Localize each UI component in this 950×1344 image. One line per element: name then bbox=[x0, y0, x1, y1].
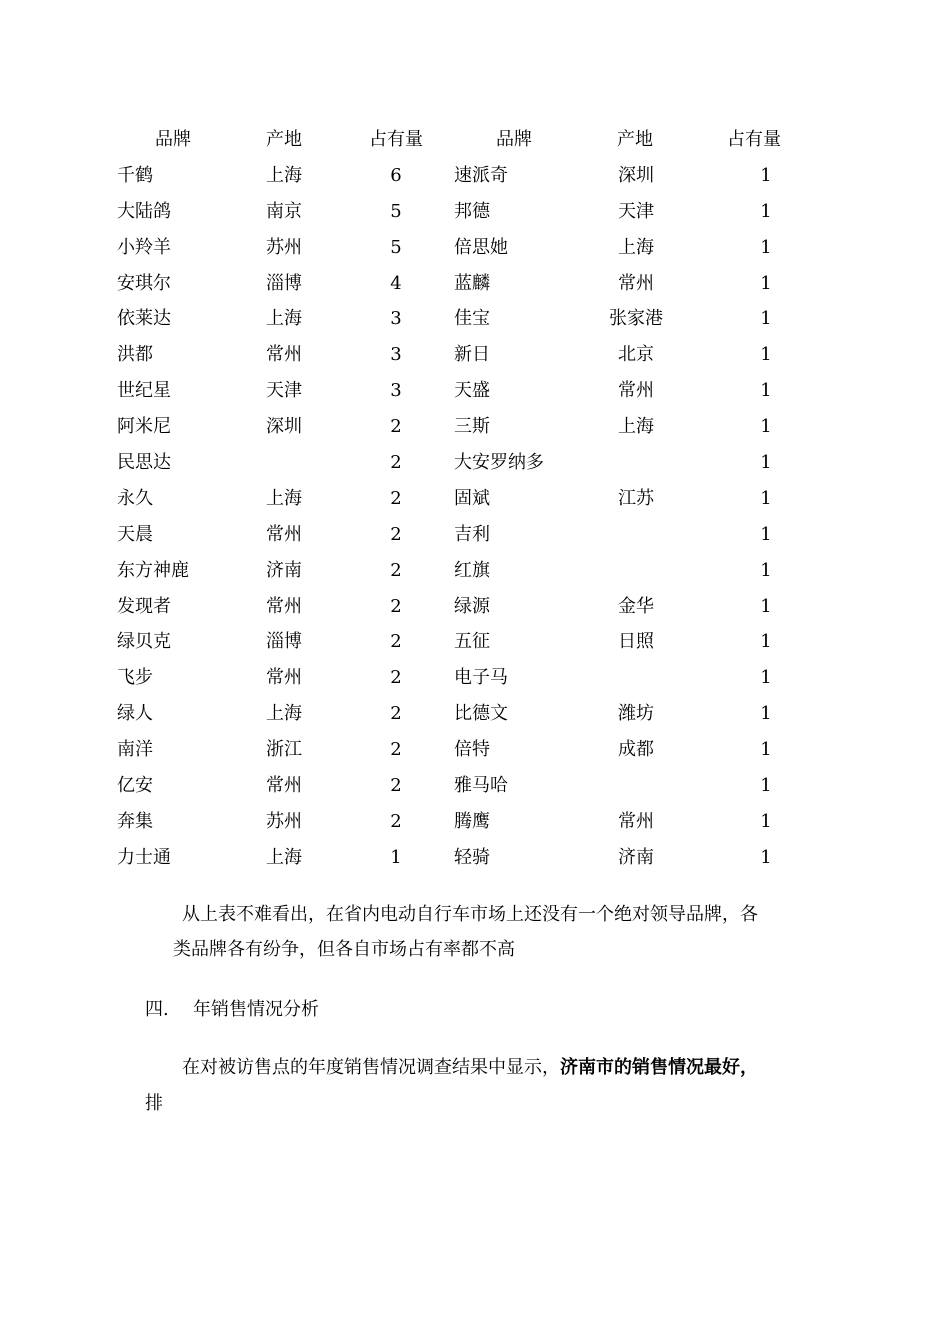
cell-share: 2 bbox=[390, 559, 402, 581]
header-share: 占有量 bbox=[727, 129, 781, 150]
cell-share: 4 bbox=[390, 272, 402, 294]
cell-origin: 张家港 bbox=[609, 308, 663, 330]
cell-brand: 南洋 bbox=[117, 739, 153, 761]
cell-origin: 济南 bbox=[618, 846, 654, 868]
cell-share: 3 bbox=[390, 344, 402, 366]
table-body bbox=[0, 158, 950, 876]
cell-share: 1 bbox=[760, 344, 772, 366]
cell-share: 1 bbox=[760, 810, 772, 832]
cell-origin: 济南 bbox=[266, 559, 302, 581]
cell-origin: 上海 bbox=[266, 703, 302, 725]
cell-brand: 力士通 bbox=[117, 846, 171, 868]
cell-origin: 深圳 bbox=[266, 416, 302, 438]
brand-share-table bbox=[0, 122, 950, 876]
table-row bbox=[0, 840, 950, 876]
cell-share: 1 bbox=[760, 846, 772, 868]
cell-share: 2 bbox=[390, 416, 402, 438]
table-row bbox=[0, 301, 950, 337]
cell-origin: 上海 bbox=[266, 164, 302, 186]
cell-share: 2 bbox=[390, 487, 402, 509]
paragraph-1-line-2: 类品牌各有纷争，但各自市场占有率都不高 bbox=[173, 939, 515, 960]
cell-origin: 天津 bbox=[266, 380, 302, 402]
cell-origin: 上海 bbox=[266, 308, 302, 330]
cell-brand: 电子马 bbox=[454, 667, 508, 689]
cell-share: 1 bbox=[760, 380, 772, 402]
header-brand: 品牌 bbox=[155, 129, 191, 150]
cell-share: 2 bbox=[390, 703, 402, 725]
cell-share: 1 bbox=[760, 200, 772, 222]
cell-brand: 天晨 bbox=[117, 523, 153, 545]
cell-share: 1 bbox=[760, 775, 772, 797]
cell-origin: 淄博 bbox=[266, 272, 302, 294]
table-row bbox=[0, 445, 950, 481]
cell-share: 5 bbox=[390, 236, 402, 258]
cell-share: 1 bbox=[760, 272, 772, 294]
paragraph-2-line-2: 排 bbox=[145, 1093, 163, 1114]
cell-origin: 常州 bbox=[618, 810, 654, 832]
cell-origin: 常州 bbox=[618, 380, 654, 402]
table-row bbox=[0, 337, 950, 373]
cell-brand: 邦德 bbox=[454, 200, 490, 222]
table-row bbox=[0, 373, 950, 409]
cell-share: 2 bbox=[390, 523, 402, 545]
paragraph-2-bold-text: 济南市的销售情况最好， bbox=[560, 1057, 758, 1078]
cell-share: 1 bbox=[760, 559, 772, 581]
cell-share: 1 bbox=[760, 595, 772, 617]
cell-brand: 大陆鸽 bbox=[117, 200, 171, 222]
cell-share: 2 bbox=[390, 775, 402, 797]
cell-origin: 江苏 bbox=[618, 487, 654, 509]
cell-brand: 腾鹰 bbox=[454, 810, 490, 832]
cell-share: 1 bbox=[760, 739, 772, 761]
table-row bbox=[0, 517, 950, 553]
section-title: 年销售情况分析 bbox=[193, 999, 319, 1020]
cell-share: 2 bbox=[390, 810, 402, 832]
cell-share: 1 bbox=[760, 631, 772, 653]
cell-origin: 成都 bbox=[618, 739, 654, 761]
cell-origin: 上海 bbox=[618, 416, 654, 438]
cell-brand: 千鹤 bbox=[117, 164, 153, 186]
cell-brand: 速派奇 bbox=[454, 164, 508, 186]
cell-origin: 苏州 bbox=[266, 810, 302, 832]
table-row bbox=[0, 732, 950, 768]
table-row bbox=[0, 409, 950, 445]
cell-share: 1 bbox=[760, 308, 772, 330]
table-row bbox=[0, 589, 950, 625]
cell-brand: 民思达 bbox=[117, 452, 171, 474]
cell-origin: 潍坊 bbox=[618, 703, 654, 725]
table-row bbox=[0, 624, 950, 660]
cell-share: 1 bbox=[760, 164, 772, 186]
header-origin: 产地 bbox=[266, 129, 302, 150]
cell-brand: 吉利 bbox=[454, 523, 490, 545]
cell-brand: 天盛 bbox=[454, 380, 490, 402]
cell-origin: 上海 bbox=[618, 236, 654, 258]
paragraph-2-line-1 bbox=[182, 1048, 758, 1088]
section-number: 四. bbox=[145, 999, 169, 1020]
header-share: 占有量 bbox=[369, 129, 423, 150]
cell-share: 1 bbox=[760, 416, 772, 438]
cell-share: 3 bbox=[390, 380, 402, 402]
cell-share: 2 bbox=[390, 739, 402, 761]
table-row bbox=[0, 158, 950, 194]
cell-brand: 依莱达 bbox=[117, 308, 171, 330]
section-heading bbox=[145, 990, 319, 1030]
cell-brand: 飞步 bbox=[117, 667, 153, 689]
cell-origin: 金华 bbox=[618, 595, 654, 617]
table-header-row bbox=[0, 122, 950, 158]
table-row bbox=[0, 194, 950, 230]
cell-origin: 常州 bbox=[266, 595, 302, 617]
cell-brand: 阿米尼 bbox=[117, 416, 171, 438]
cell-brand: 发现者 bbox=[117, 595, 171, 617]
cell-share: 2 bbox=[390, 452, 402, 474]
paragraph-2-text: 在对被访售点的年度销售情况调查结果中显示， bbox=[182, 1057, 560, 1078]
cell-brand: 倍特 bbox=[454, 739, 490, 761]
cell-origin: 北京 bbox=[618, 344, 654, 366]
header-origin: 产地 bbox=[617, 129, 653, 150]
cell-share: 1 bbox=[760, 667, 772, 689]
cell-share: 1 bbox=[760, 487, 772, 509]
cell-origin: 上海 bbox=[266, 487, 302, 509]
cell-brand: 世纪星 bbox=[117, 380, 171, 402]
cell-share: 2 bbox=[390, 595, 402, 617]
table-row bbox=[0, 266, 950, 302]
cell-origin: 苏州 bbox=[266, 236, 302, 258]
cell-origin: 常州 bbox=[266, 523, 302, 545]
cell-brand: 东方神鹿 bbox=[117, 559, 189, 581]
cell-share: 1 bbox=[760, 703, 772, 725]
cell-brand: 倍思她 bbox=[454, 236, 508, 258]
cell-brand: 三斯 bbox=[454, 416, 490, 438]
table-row bbox=[0, 481, 950, 517]
table-row bbox=[0, 230, 950, 266]
cell-brand: 雅马哈 bbox=[454, 775, 508, 797]
header-brand: 品牌 bbox=[496, 129, 532, 150]
cell-origin: 深圳 bbox=[618, 164, 654, 186]
cell-brand: 小羚羊 bbox=[117, 236, 171, 258]
table-row bbox=[0, 804, 950, 840]
cell-brand: 蓝麟 bbox=[454, 272, 490, 294]
cell-brand: 绿人 bbox=[117, 703, 153, 725]
cell-share: 1 bbox=[390, 846, 402, 868]
cell-share: 3 bbox=[390, 308, 402, 330]
cell-share: 5 bbox=[390, 200, 402, 222]
table-row bbox=[0, 696, 950, 732]
cell-brand: 比德文 bbox=[454, 703, 508, 725]
cell-brand: 新日 bbox=[454, 344, 490, 366]
cell-origin: 常州 bbox=[618, 272, 654, 294]
cell-brand: 大安罗纳多 bbox=[454, 452, 544, 474]
cell-brand: 五征 bbox=[454, 631, 490, 653]
cell-origin: 淄博 bbox=[266, 631, 302, 653]
cell-share: 6 bbox=[390, 164, 402, 186]
cell-brand: 洪都 bbox=[117, 344, 153, 366]
cell-origin: 天津 bbox=[618, 200, 654, 222]
cell-origin: 南京 bbox=[266, 200, 302, 222]
table-row bbox=[0, 553, 950, 589]
cell-brand: 轻骑 bbox=[454, 846, 490, 868]
cell-share: 1 bbox=[760, 236, 772, 258]
cell-brand: 永久 bbox=[117, 487, 153, 509]
cell-brand: 固斌 bbox=[454, 487, 490, 509]
cell-share: 2 bbox=[390, 631, 402, 653]
cell-share: 1 bbox=[760, 523, 772, 545]
cell-share: 1 bbox=[760, 452, 772, 474]
cell-origin: 浙江 bbox=[266, 739, 302, 761]
cell-brand: 安琪尔 bbox=[117, 272, 171, 294]
cell-brand: 佳宝 bbox=[454, 308, 490, 330]
paragraph-1-line-1: 从上表不难看出，在省内电动自行车市场上还没有一个绝对领导品牌，各 bbox=[182, 904, 758, 925]
cell-origin: 上海 bbox=[266, 846, 302, 868]
cell-brand: 绿源 bbox=[454, 595, 490, 617]
cell-brand: 绿贝克 bbox=[117, 631, 171, 653]
table-row bbox=[0, 660, 950, 696]
table-row bbox=[0, 768, 950, 804]
cell-brand: 红旗 bbox=[454, 559, 490, 581]
cell-origin: 常州 bbox=[266, 667, 302, 689]
cell-brand: 亿安 bbox=[117, 775, 153, 797]
cell-origin: 日照 bbox=[618, 631, 654, 653]
cell-brand: 奔集 bbox=[117, 810, 153, 832]
cell-origin: 常州 bbox=[266, 775, 302, 797]
cell-share: 2 bbox=[390, 667, 402, 689]
cell-origin: 常州 bbox=[266, 344, 302, 366]
